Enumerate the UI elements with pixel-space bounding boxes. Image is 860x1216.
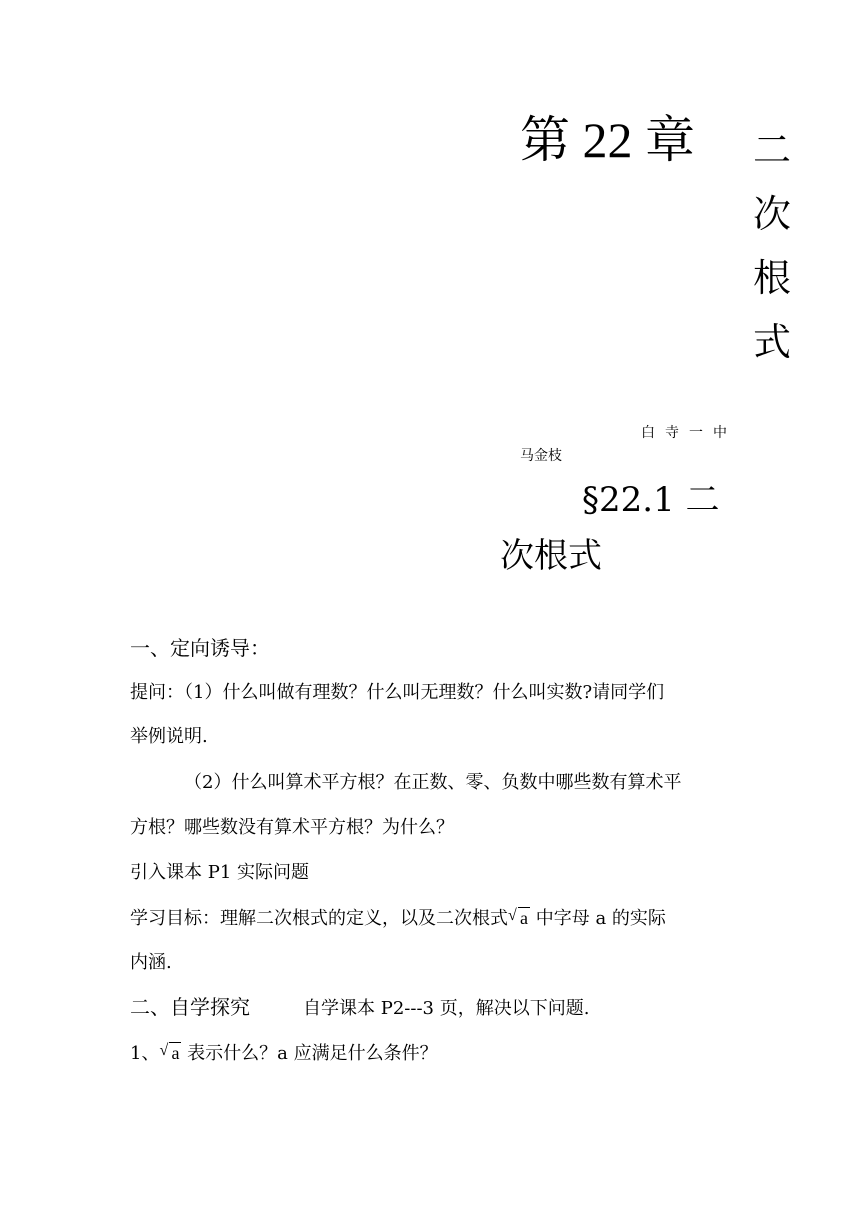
vertical-char: 二 [753, 128, 792, 172]
author-name: 马金枝 [520, 448, 562, 464]
intro-line: 引入课本 P1 实际问题 [130, 862, 310, 883]
radical-sign-icon: √ [159, 1042, 169, 1059]
sqrt-a-expression [159, 1040, 181, 1066]
vertical-char: 式 [753, 320, 792, 364]
question1-line1: 提问：（1）什么叫做有理数？什么叫无理数？什么叫实数?请同学们 [130, 682, 665, 703]
question1-line2: 举例说明. [130, 726, 208, 747]
section-title-line1: §22.1 二 [582, 480, 720, 520]
learning-goal-line1 [130, 905, 666, 932]
learning-goal-text-end: 中字母 a 的实际 [530, 908, 666, 929]
item1-prefix: 1、 [130, 1043, 160, 1064]
sqrt-a-expression [508, 905, 530, 931]
radicand: a [520, 908, 528, 928]
vertical-char: 次 [753, 192, 792, 236]
item1-text: 表示什么？a 应满足什么条件？ [181, 1043, 438, 1064]
chapter-subtitle-vertical [753, 118, 797, 374]
part2-heading: 二、自学探究 [130, 995, 250, 1019]
author-school: 白寺一中 [641, 425, 737, 441]
part1-heading: 一、定向诱导： [130, 636, 270, 660]
question2-line2: 方根？哪些数没有算术平方根？为什么？ [130, 817, 454, 838]
learning-goal-text: 学习目标：理解二次根式的定义，以及二次根式 [130, 908, 508, 929]
part2-task: 自学课本 P2---3 页，解决以下问题. [303, 998, 590, 1019]
vertical-char: 根 [753, 256, 792, 300]
section-title-line2: 次根式 [500, 536, 602, 576]
radicand: a [171, 1043, 180, 1063]
question2-line1: （2）什么叫算术平方根？在正数、零、负数中哪些数有算术平 [184, 772, 682, 793]
part2-item1 [130, 1040, 438, 1067]
learning-goal-line2: 内涵. [130, 952, 172, 973]
chapter-title: 第 22 章 [520, 112, 695, 168]
radical-sign-icon: √ [508, 907, 517, 924]
